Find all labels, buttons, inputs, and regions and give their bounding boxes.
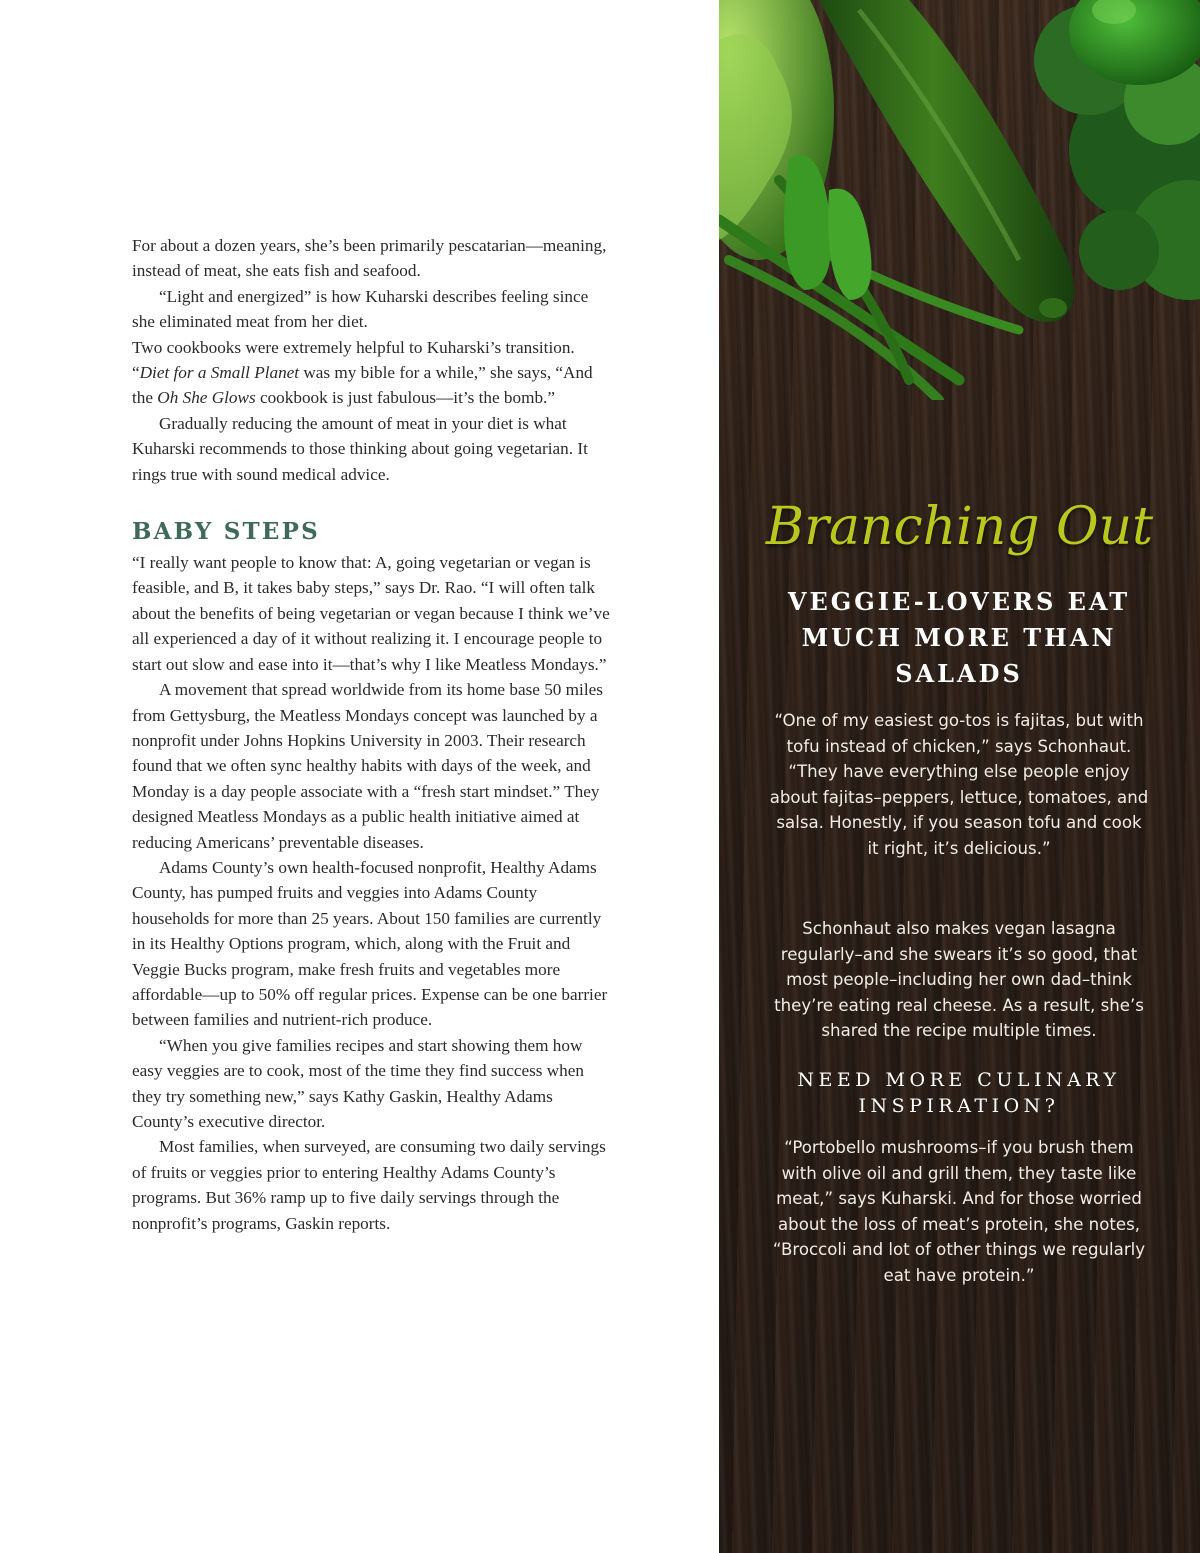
sidebar-paragraph: “Portobello mushrooms–if you brush them with olive oil and grill them, they taste like meat,” says Kuharski. And for those worried about the loss of meat’s protein, she notes, “Broccoli and lot of other things we regularly eat have protein.” <box>772 1138 1146 1285</box>
article-paragraph: “Light and energized” is how Kuharski describes feeling since she eliminated meat from her diet. <box>132 286 589 332</box>
book-title: Oh She Glows <box>157 388 256 408</box>
article-paragraph: Most families, when surveyed, are consuming two daily servings of fruits or veggies prior to entering Healthy Adams County’s programs. But 36% ramp up to five daily servings through the nonprofit’s programs, Gaskin reports. <box>132 1137 606 1233</box>
sidebar-panel <box>719 0 1200 1553</box>
sidebar-paragraph: Schonhaut also makes vegan lasagna regularly–and she swears it’s so good, that most people–including her own dad–think they’re eating real cheese. As a result, she’s shared the recipe multiple times. <box>774 919 1144 1040</box>
sidebar-subheading: NEED MORE CULINARY INSPIRATION? <box>797 1069 1121 1117</box>
article-column <box>132 233 610 1236</box>
article-paragraph: Adams County’s own health-focused nonprofit, Healthy Adams County, has pumped fruits and veggies into Adams County households for more than 25 years. About 150 families are currently in its Healthy Options program, which, along with the Fruit and Veggie Bucks program, make fresh fruits and vegetables more affordable—up to 50% off regular prices. Expense can be one barrier between families and nutrient-rich produce. <box>132 857 608 1030</box>
article-paragraph: Two cookbooks were extremely helpful to Kuharski’s transition. “Diet for a Small Planet was my bible for a while,” she says, “And the Oh She Glows cookbook is just fabulous—it’s the bomb.” <box>132 337 593 408</box>
snap-pea-icon <box>784 156 872 300</box>
section-heading: BABY STEPS <box>132 518 320 546</box>
article-paragraph: A movement that spread worldwide from its home base 50 miles from Gettysburg, the Meatless Mondays concept was launched by a nonprofit under Johns Hopkins University in 2003. Their research found that we often sync healthy habits with days of the week, and Monday is a day people associate with a “fresh start mindset.” They designed Meatless Mondays as a public health initiative aimed at reducing Americans’ preventable diseases. <box>132 680 603 852</box>
book-title: Diet for a Small Planet <box>139 363 300 383</box>
article-paragraph: For about a dozen years, she’s been primarily pescatarian—meaning, instead of meat, she eats fish and seafood. <box>132 236 607 281</box>
sidebar-title: Branching Out <box>765 497 1154 557</box>
article-paragraph: “I really want people to know that: A, going vegetarian or vegan is feasible, and B, it takes baby steps,” says Dr. Rao. “I will often talk about the benefits of being vegetarian or vegan because I think we’ve all experienced a day of it without realizing it. I encourage people to start out slow and ease into it—that’s why I like Meatless Mondays.” <box>132 553 610 674</box>
article-paragraph: “When you give families recipes and start showing them how easy veggies are to cook, most of the time they find success when they try something new,” says Kathy Gaskin, Healthy Adams County’s executive director. <box>132 1035 585 1131</box>
vegetables-photo <box>719 0 1200 400</box>
sidebar-paragraph: “One of my easiest go-tos is fajitas, but with tofu instead of chicken,” says Schonhaut. “They have everything else people enjoy about fajitas–peppers, lettuce, tomatoes, and salsa. Honestly, if you season tofu and cook it right, it’s delicious.” <box>769 711 1149 858</box>
sidebar-subtitle: VEGGIE-LOVERS EAT MUCH MORE THAN SALADS <box>787 587 1131 688</box>
article-paragraph: Gradually reducing the amount of meat in your diet is what Kuharski recommends to those thinking about going vegetarian. It rings true with sound medical advice. <box>132 413 588 484</box>
